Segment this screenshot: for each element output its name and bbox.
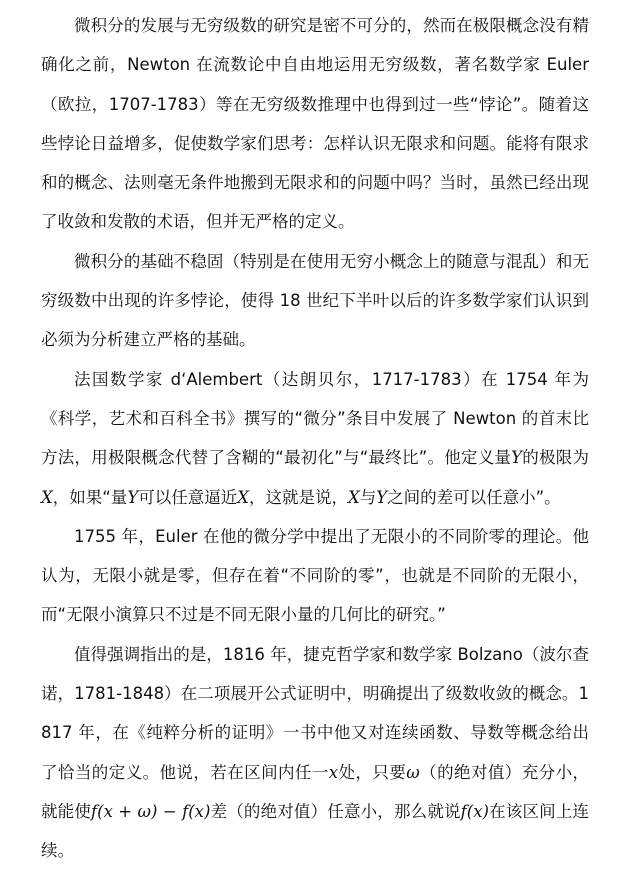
math-symbol: ω bbox=[406, 762, 420, 782]
math-symbol: Y bbox=[376, 487, 388, 507]
paragraph-text: 法国数学家 d‘Alembert（达朗贝尔，1717-1783）在 1754 年为《科学，艺术和百科全书》撰写的“微分”条目中发展了 Newton 的首末比方法，用极限概念代替了含糊的“最初化”与“最终比”。他定义量 bbox=[41, 369, 589, 468]
paragraph-bolzano-continuity bbox=[41, 635, 589, 871]
math-symbol: X bbox=[347, 487, 360, 507]
math-expression: f(x + ω) − f(x) bbox=[91, 801, 211, 821]
paragraph-text: ，如果“量 bbox=[52, 487, 128, 507]
math-expression: f(x) bbox=[460, 801, 489, 821]
paragraph-text: 可以任意逼近 bbox=[138, 487, 238, 507]
paragraph-text: 之间的差可以任意小”。 bbox=[387, 487, 561, 507]
paragraph-text: （的绝对值）充分小，就能使 bbox=[41, 762, 590, 821]
paragraph-calculus-foundation bbox=[41, 242, 589, 360]
paragraph-text: 值得强调指出的是，1816 年，捷克哲学家和数学家 Bolzano（波尔查诺，1781-1848）在二项展开公式证明中，明确提出了级数收敛的概念。1817 年，在《纯粹分析的证明》一书中他又对连续函数、导数等概念给出了恰当的定义。他说，若在区间内任一 bbox=[41, 644, 589, 782]
math-symbol: x bbox=[328, 762, 339, 782]
paragraph-dalembert-limit bbox=[41, 360, 589, 517]
paragraph-text: ，这就是说， bbox=[248, 487, 348, 507]
paragraph-text: 处，只要 bbox=[338, 762, 407, 782]
paragraph-text: 在该区间上连续。 bbox=[41, 801, 590, 861]
paragraph-euler-infinitesimal bbox=[41, 517, 589, 635]
paragraph-text: 微积分的基础不稳固（特别是在使用无穷小概念上的随意与混乱）和无穷级数中出现的许多悖论，使得 18 世纪下半叶以后的许多数学家们认识到必须为分析建立严格的基础。 bbox=[41, 251, 589, 350]
paragraph-text: 的极限为 bbox=[522, 448, 589, 468]
paragraph-text: 微积分的发展与无穷级数的研究是密不可分的，然而在极限概念没有精确化之前，Newton 在流数论中自由地运用无穷级数，著名数学家 Euler（欧拉，1707-1783）等在无穷级数推理中也得到过一些“悖论”。随着这些悖论日益增多，促使数学家们思考：怎样认识无限求和问题。能将有限求和的概念、法则毫无条件地搬到无限求和的问题中吗？当时，虽然已经出现了收敛和发散的术语，但并无严格的定义。 bbox=[41, 16, 589, 232]
paragraph-text: 与 bbox=[359, 487, 377, 507]
paragraph-text: 1755 年，Euler 在他的微分学中提出了无限小的不同阶零的理论。他认为，无限小就是零，但存在着“不同阶的零”，也就是不同阶的无限小，而“无限小演算只不过是不同无限小量的几何比的研究。” bbox=[41, 526, 589, 625]
paragraph-text: 差（的绝对值）任意小，那么就说 bbox=[210, 801, 461, 821]
math-symbol: Y bbox=[511, 448, 523, 468]
math-symbol: X bbox=[41, 487, 53, 507]
paragraph-series-history bbox=[41, 6, 589, 242]
math-symbol: Y bbox=[127, 487, 139, 507]
math-symbol: X bbox=[237, 487, 249, 507]
